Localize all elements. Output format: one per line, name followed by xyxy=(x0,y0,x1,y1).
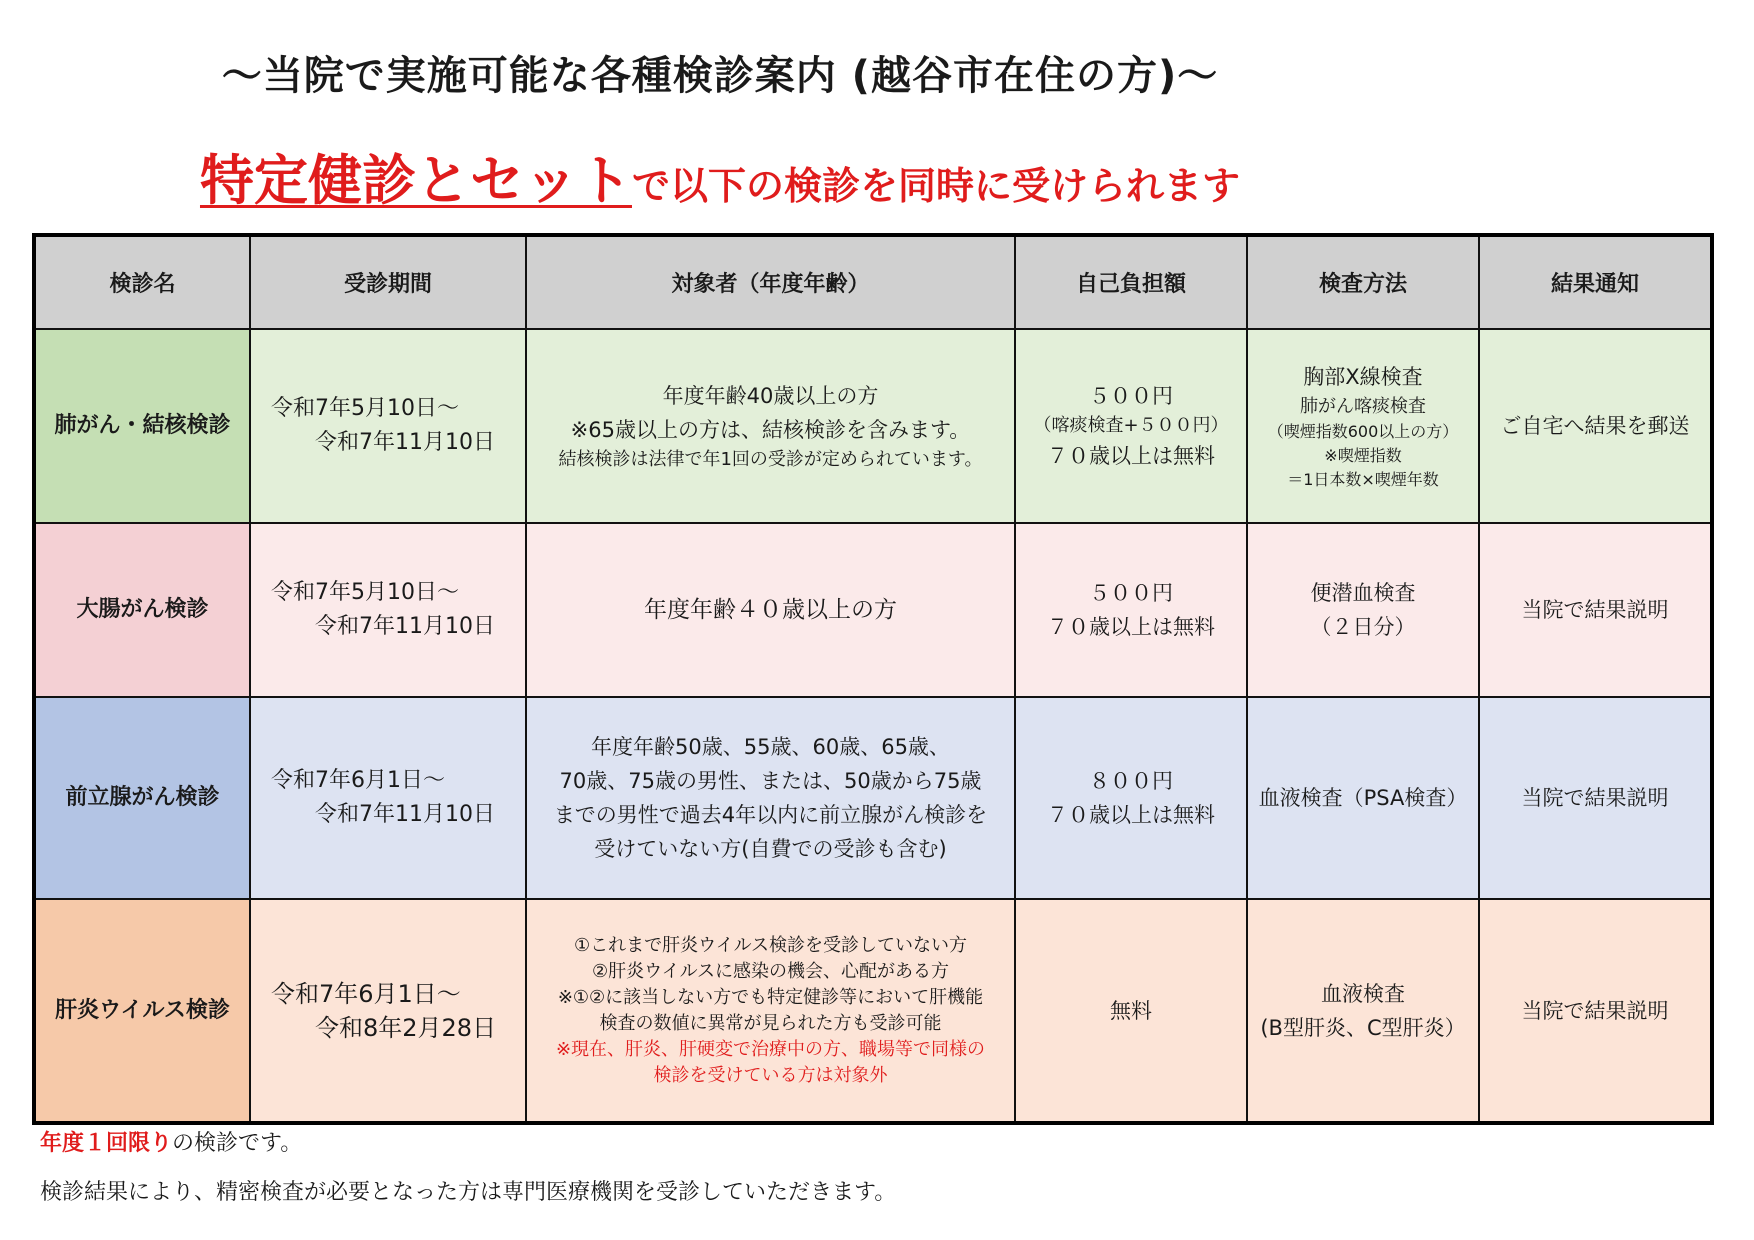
exam-period xyxy=(250,329,526,523)
exam-table xyxy=(32,233,1714,1125)
period-start: 令和7年6月1日～ xyxy=(271,979,461,1008)
exam-cost xyxy=(1015,329,1247,523)
header-cost: 自己負担額 xyxy=(1015,235,1247,329)
exam-target xyxy=(526,523,1015,697)
period-end: 令和7年11月10日 xyxy=(315,430,495,455)
period-start: 令和7年6月1日～ xyxy=(271,768,445,793)
exam-period xyxy=(250,523,526,697)
exam-result: 当院で結果説明 xyxy=(1479,523,1712,697)
cost-line: ７０歳以上は無料 xyxy=(1047,444,1215,468)
period-end: 令和7年11月10日 xyxy=(315,802,495,827)
exam-name: 肝炎ウイルス検診 xyxy=(34,899,250,1123)
method-line: ※喫煙指数 xyxy=(1324,446,1402,465)
table-row xyxy=(34,697,1712,899)
header-result: 結果通知 xyxy=(1479,235,1712,329)
header-target: 対象者（年度年齢） xyxy=(526,235,1015,329)
target-line: 年度年齢50歳、55歳、60歳、65歳、 xyxy=(591,735,950,759)
table-row xyxy=(34,523,1712,697)
method-line: 血液検査 xyxy=(1321,981,1405,1006)
cost-line: ５００円 xyxy=(1089,384,1173,408)
cost-line: ５００円 xyxy=(1089,581,1173,605)
cost-line: ７０歳以上は無料 xyxy=(1047,615,1215,639)
subtitle-rest: で以下の検診を同時に受けられます xyxy=(631,164,1240,208)
exam-method xyxy=(1247,697,1479,899)
table-row xyxy=(34,899,1712,1123)
target-line: 70歳、75歳の男性、または、50歳から75歳 xyxy=(559,769,982,793)
method-line: 血液検査（PSA検査） xyxy=(1258,786,1468,810)
note-text: の検診です。 xyxy=(172,1131,303,1156)
exam-name: 大腸がん検診 xyxy=(34,523,250,697)
method-line: （喫煙指数600以上の方） xyxy=(1267,422,1459,441)
target-line: ※①②に該当しない方でも特定健診等において肝機能 xyxy=(557,986,984,1008)
method-line: (B型肝炎、C型肝炎） xyxy=(1260,1015,1466,1040)
note-once-per-year xyxy=(40,1126,896,1157)
method-line: 肺がん喀痰検査 xyxy=(1300,396,1426,417)
page-subtitle xyxy=(0,138,1440,215)
target-line: ①これまで肝炎ウイルス検診を受診していない方 xyxy=(573,934,968,956)
target-line: 年度年齢40歳以上の方 xyxy=(662,384,879,408)
table-header-row xyxy=(34,235,1712,329)
note-emphasis: 年度１回限り xyxy=(40,1131,173,1156)
exam-cost xyxy=(1015,523,1247,697)
target-line: 結核検診は法律で年1回の受診が定められています。 xyxy=(558,449,983,470)
target-exclusion-line: 検診を受けている方は対象外 xyxy=(653,1064,888,1086)
footnotes xyxy=(40,1126,896,1206)
exam-method xyxy=(1247,329,1479,523)
method-line: 便潜血検査 xyxy=(1310,581,1416,605)
method-line: （２日分） xyxy=(1310,615,1416,639)
target-line: ※65歳以上の方は、結核検診を含みます。 xyxy=(570,418,971,442)
exam-target xyxy=(526,697,1015,899)
exam-cost xyxy=(1015,697,1247,899)
period-start: 令和7年5月10日～ xyxy=(271,396,459,421)
method-line: 胸部X線検査 xyxy=(1303,365,1423,389)
target-line: 検査の数値に異常が見られた方も受診可能 xyxy=(599,1012,942,1034)
subtitle-emphasis: 特定健診とセット xyxy=(199,149,632,212)
exam-result: 当院で結果説明 xyxy=(1479,899,1712,1123)
page-title: ～当院で実施可能な各種検診案内 (越谷市在住の方)～ xyxy=(221,53,1219,99)
exam-target xyxy=(526,329,1015,523)
exam-method xyxy=(1247,899,1479,1123)
note-referral: 検診結果により、精密検査が必要となった方は専門医療機関を受診していただきます。 xyxy=(40,1180,897,1205)
exam-name: 肺がん・結核検診 xyxy=(34,329,250,523)
exam-period xyxy=(250,697,526,899)
cost-line: （喀痰検査+５００円） xyxy=(1033,415,1229,436)
exam-period xyxy=(250,899,526,1123)
method-line: ＝1日本数×喫煙年数 xyxy=(1287,470,1439,489)
period-start: 令和7年5月10日～ xyxy=(271,580,459,605)
period-end: 令和7年11月10日 xyxy=(315,614,495,639)
cost-line: 無料 xyxy=(1110,998,1152,1023)
exam-name: 前立腺がん検診 xyxy=(34,697,250,899)
table-row xyxy=(34,329,1712,523)
period-end: 令和8年2月28日 xyxy=(315,1013,497,1042)
cost-line: ７０歳以上は無料 xyxy=(1047,803,1215,827)
target-line: までの男性で過去4年以内に前立腺がん検診を xyxy=(553,803,988,827)
target-line: ②肝炎ウイルスに感染の機会、心配がある方 xyxy=(591,960,950,982)
exam-target xyxy=(526,899,1015,1123)
exam-result: 当院で結果説明 xyxy=(1479,697,1712,899)
target-exclusion-line: ※現在、肝炎、肝硬変で治療中の方、職場等で同様の xyxy=(555,1038,986,1060)
cost-line: ８００円 xyxy=(1089,769,1173,793)
exam-method xyxy=(1247,523,1479,697)
exam-cost xyxy=(1015,899,1247,1123)
target-line: 受けていない方(自費での受診も含む) xyxy=(594,837,947,861)
header-method: 検査方法 xyxy=(1247,235,1479,329)
header-exam-name: 検診名 xyxy=(34,235,250,329)
header-period: 受診期間 xyxy=(250,235,526,329)
target-line: 年度年齢４０歳以上の方 xyxy=(644,597,897,623)
exam-result: ご自宅へ結果を郵送 xyxy=(1479,329,1712,523)
